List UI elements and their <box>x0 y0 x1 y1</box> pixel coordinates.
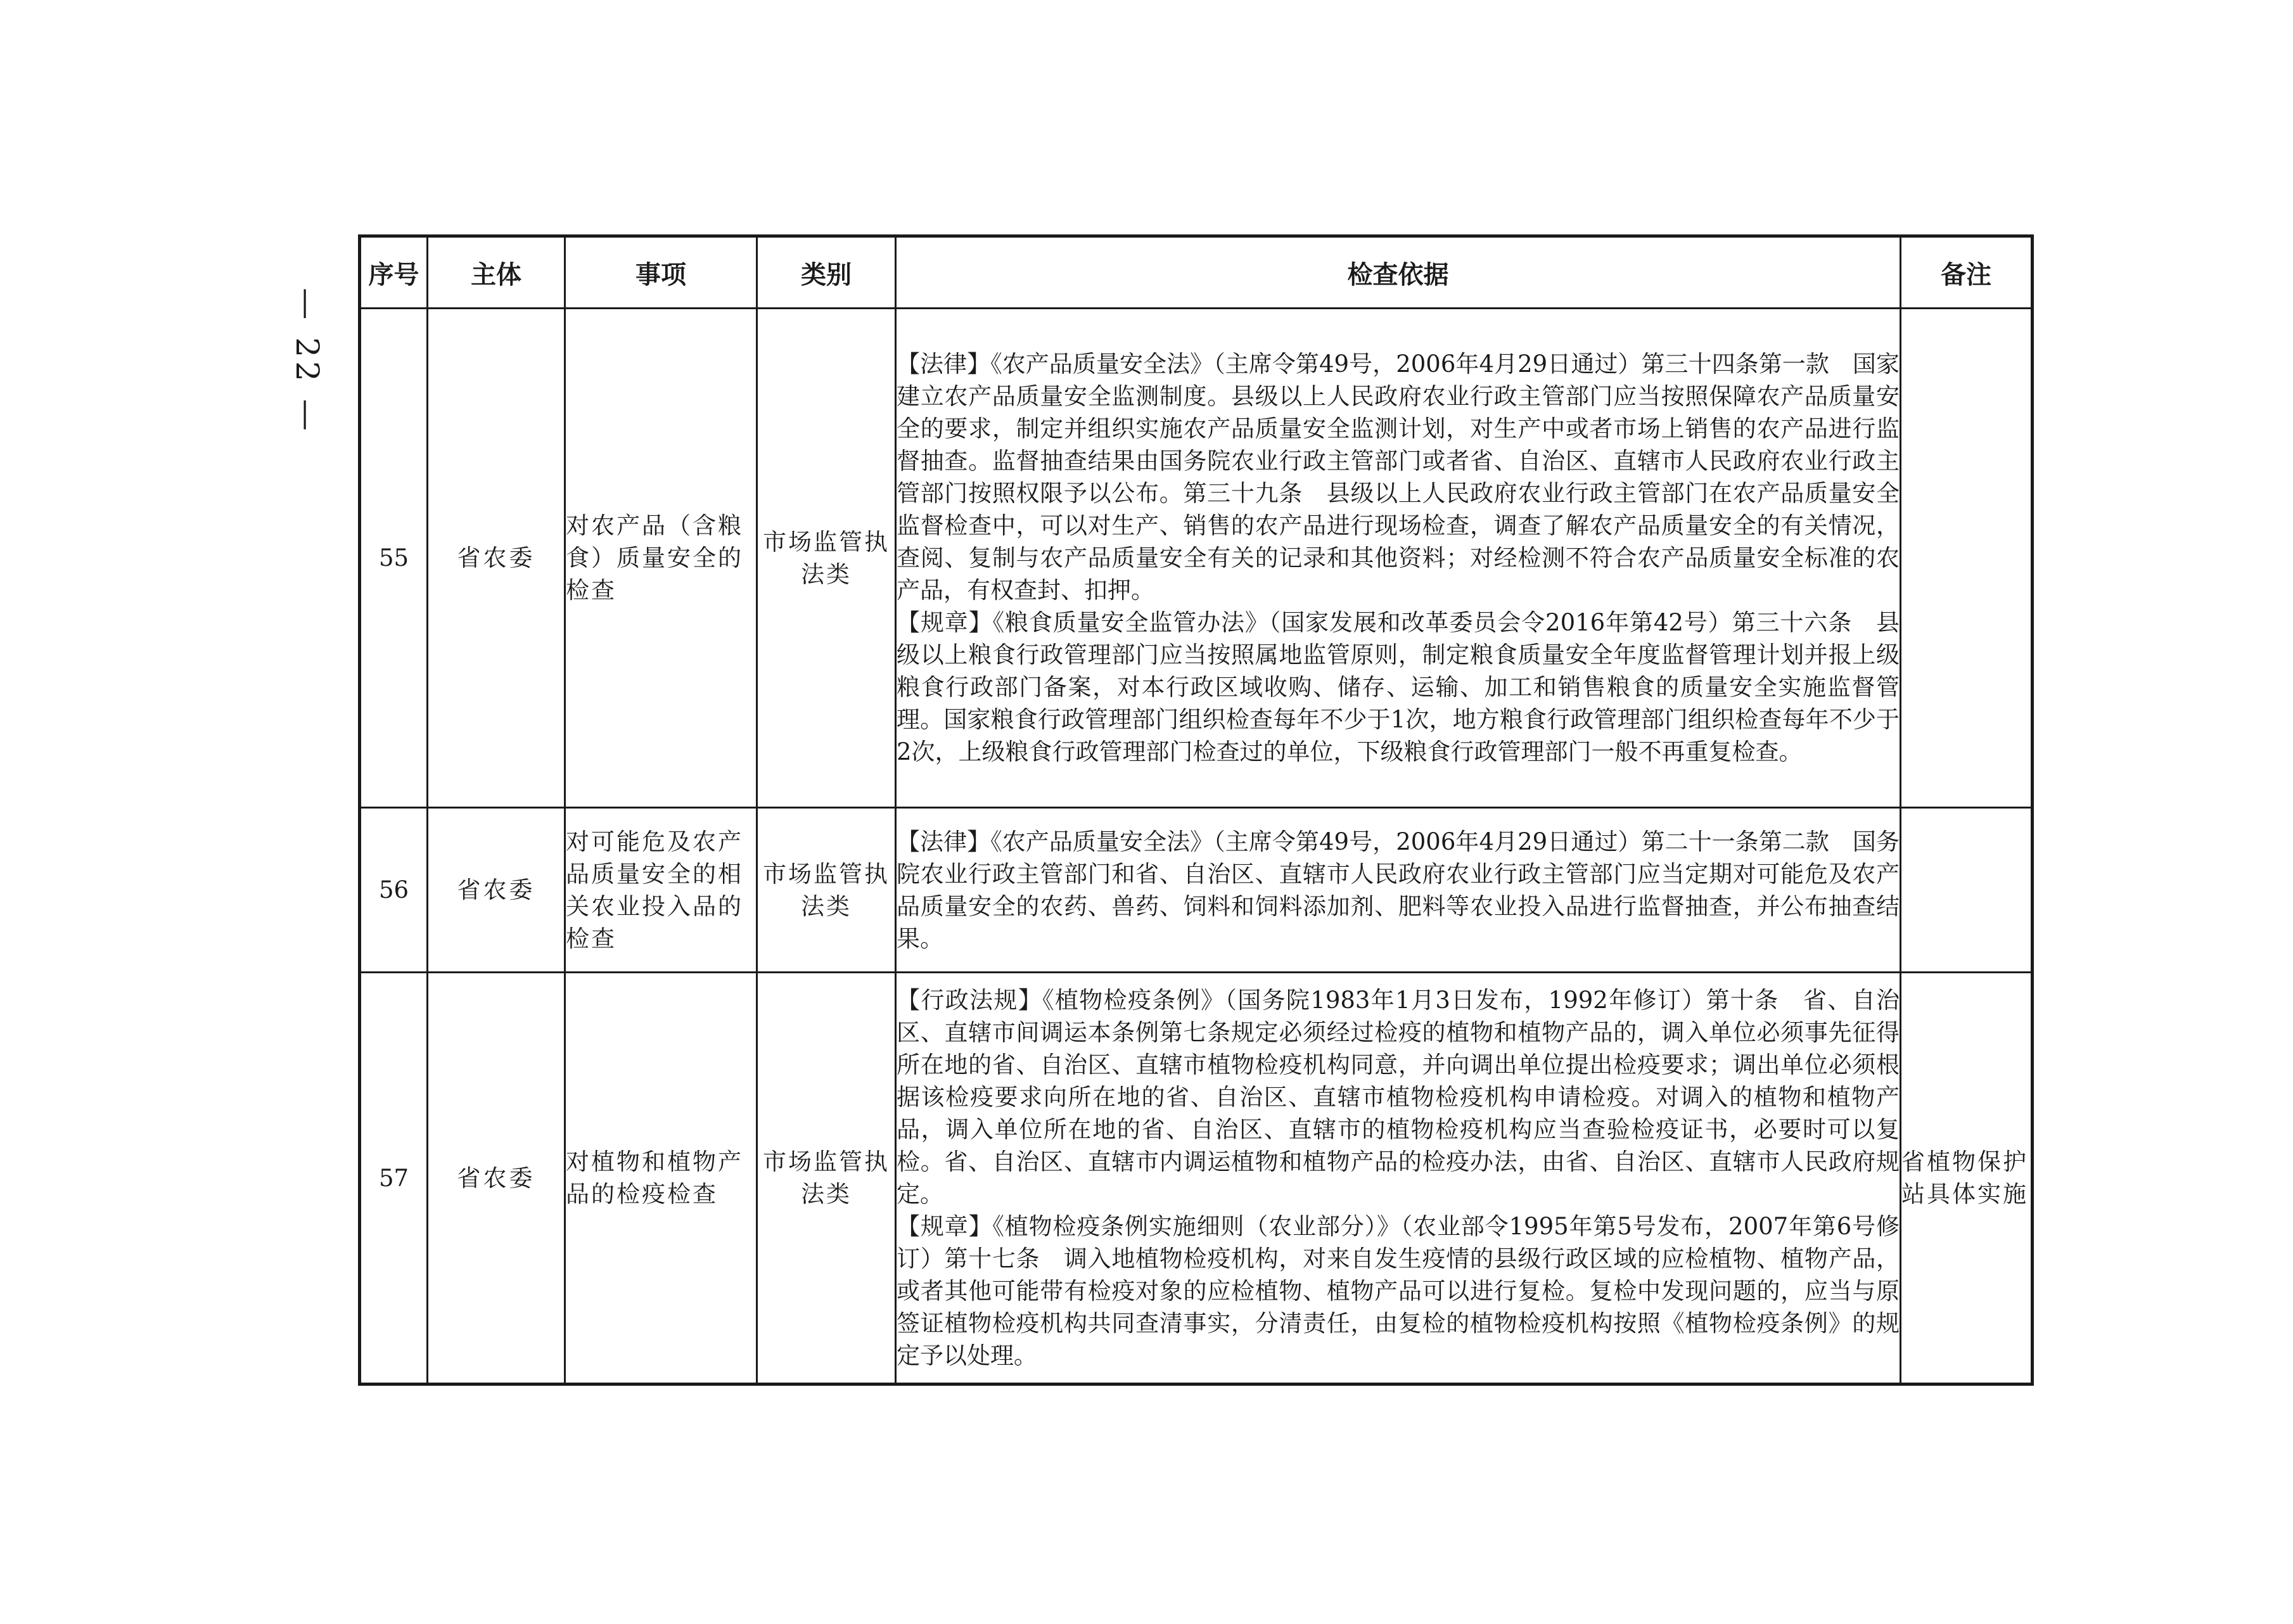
row-item: 对植物和植物产品的检疫检查 <box>565 973 757 1384</box>
header-row <box>360 236 2033 309</box>
row-item: 对可能危及农产品质量安全的相关农业投入品的检查 <box>565 808 757 973</box>
table-row <box>360 808 2033 973</box>
row-note <box>1901 808 2033 973</box>
row-basis <box>896 808 1901 973</box>
basis-paragraph: 【法律】《农产品质量安全法》（主席令第49号，2006年4月29日通过）第三十四条第一款 国家建立农产品质量安全监测制度。县级以上人民政府农业行政主管部门应当按照保障农产品质量安全的要求，制定并组织实施农产品质量安全监测计划，对生产中或者市场上销售的农产品进行监督抽查。监督抽查结果由国务院农业行政主管部门或者省、自治区、直辖市人民政府农业行政主管部门按照权限予以公布。第三十九条 县级以上人民政府农业行政主管部门在农产品质量安全监督检查中，可以对生产、销售的农产品进行现场检查，调查了解农产品质量安全的有关情况，查阅、复制与农产品质量安全有关的记录和其他资料；对经检测不符合农产品质量安全标准的农产品，有权查封、扣押。 <box>897 350 1900 604</box>
row-basis <box>896 309 1901 808</box>
row-seq: 55 <box>360 309 428 808</box>
row-subject: 省农委 <box>428 973 565 1384</box>
header-subject: 主体 <box>428 236 565 309</box>
page-number: — 22 — <box>289 288 326 435</box>
row-category: 市场监管执法类 <box>757 973 896 1384</box>
row-seq: 56 <box>360 808 428 973</box>
row-item: 对农产品（含粮食）质量安全的检查 <box>565 309 757 808</box>
header-seq: 序号 <box>360 236 428 309</box>
basis-paragraph: 【行政法规】《植物检疫条例》（国务院1983年1月3日发布，1992年修订）第十条 省、自治区、直辖市间调运本条例第七条规定必须经过检疫的植物和植物产品的，调入单位必须事先征得所在地的省、自治区、直辖市植物检疫机构同意，并向调出单位提出检疫要求；调出单位必须根据该检疫要求向所在地的省、自治区、直辖市植物检疫机构申请检疫。对调入的植物和植物产品，调入单位所在地的省、自治区、直辖市的植物检疫机构应当查验检疫证书，必要时可以复检。省、自治区、直辖市内调运植物和植物产品的检疫办法，由省、自治区、直辖市人民政府规定。 <box>897 987 1900 1208</box>
basis-paragraph: 【规章】《植物检疫条例实施细则（农业部分）》（农业部令1995年第5号发布，2007年第6号修订）第十七条 调入地植物检疫机构，对来自发生疫情的县级行政区域的应检植物、植物产品，或者其他可能带有检疫对象的应检植物、植物产品可以进行复检。复检中发现问题的，应当与原签证植物检疫机构共同查清事实，分清责任，由复检的植物检疫机构按照《植物检疫条例》的规定予以处理。 <box>897 1213 1900 1369</box>
header-basis: 检查依据 <box>896 236 1901 309</box>
row-category: 市场监管执法类 <box>757 309 896 808</box>
row-seq: 57 <box>360 973 428 1384</box>
header-category: 类别 <box>757 236 896 309</box>
header-item: 事项 <box>565 236 757 309</box>
table-row <box>360 973 2033 1384</box>
row-subject: 省农委 <box>428 309 565 808</box>
table-row <box>360 309 2033 808</box>
row-note: 省植物保护站具体实施 <box>1901 973 2033 1384</box>
row-subject: 省农委 <box>428 808 565 973</box>
row-basis <box>896 973 1901 1384</box>
basis-paragraph: 【规章】《粮食质量安全监管办法》（国家发展和改革委员会令2016年第42号）第三十六条 县级以上粮食行政管理部门应当按照属地监管原则，制定粮食质量安全年度监督管理计划并报上级粮食行政部门备案，对本行政区域收购、储存、运输、加工和销售粮食的质量安全实施监督管理。国家粮食行政管理部门组织检查每年不少于1次，地方粮食行政管理部门组织检查每年不少于2次，上级粮食行政管理部门检查过的单位，下级粮食行政管理部门一般不再重复检查。 <box>897 609 1900 765</box>
row-note <box>1901 309 2033 808</box>
inspection-table <box>358 234 2034 1386</box>
header-note: 备注 <box>1901 236 2033 309</box>
row-category: 市场监管执法类 <box>757 808 896 973</box>
basis-paragraph: 【法律】《农产品质量安全法》（主席令第49号，2006年4月29日通过）第二十一条第二款 国务院农业行政主管部门和省、自治区、直辖市人民政府农业行政主管部门应当定期对可能危及农产品质量安全的农药、兽药、饲料和饲料添加剂、肥料等农业投入品进行监督抽查，并公布抽查结果。 <box>897 828 1900 952</box>
